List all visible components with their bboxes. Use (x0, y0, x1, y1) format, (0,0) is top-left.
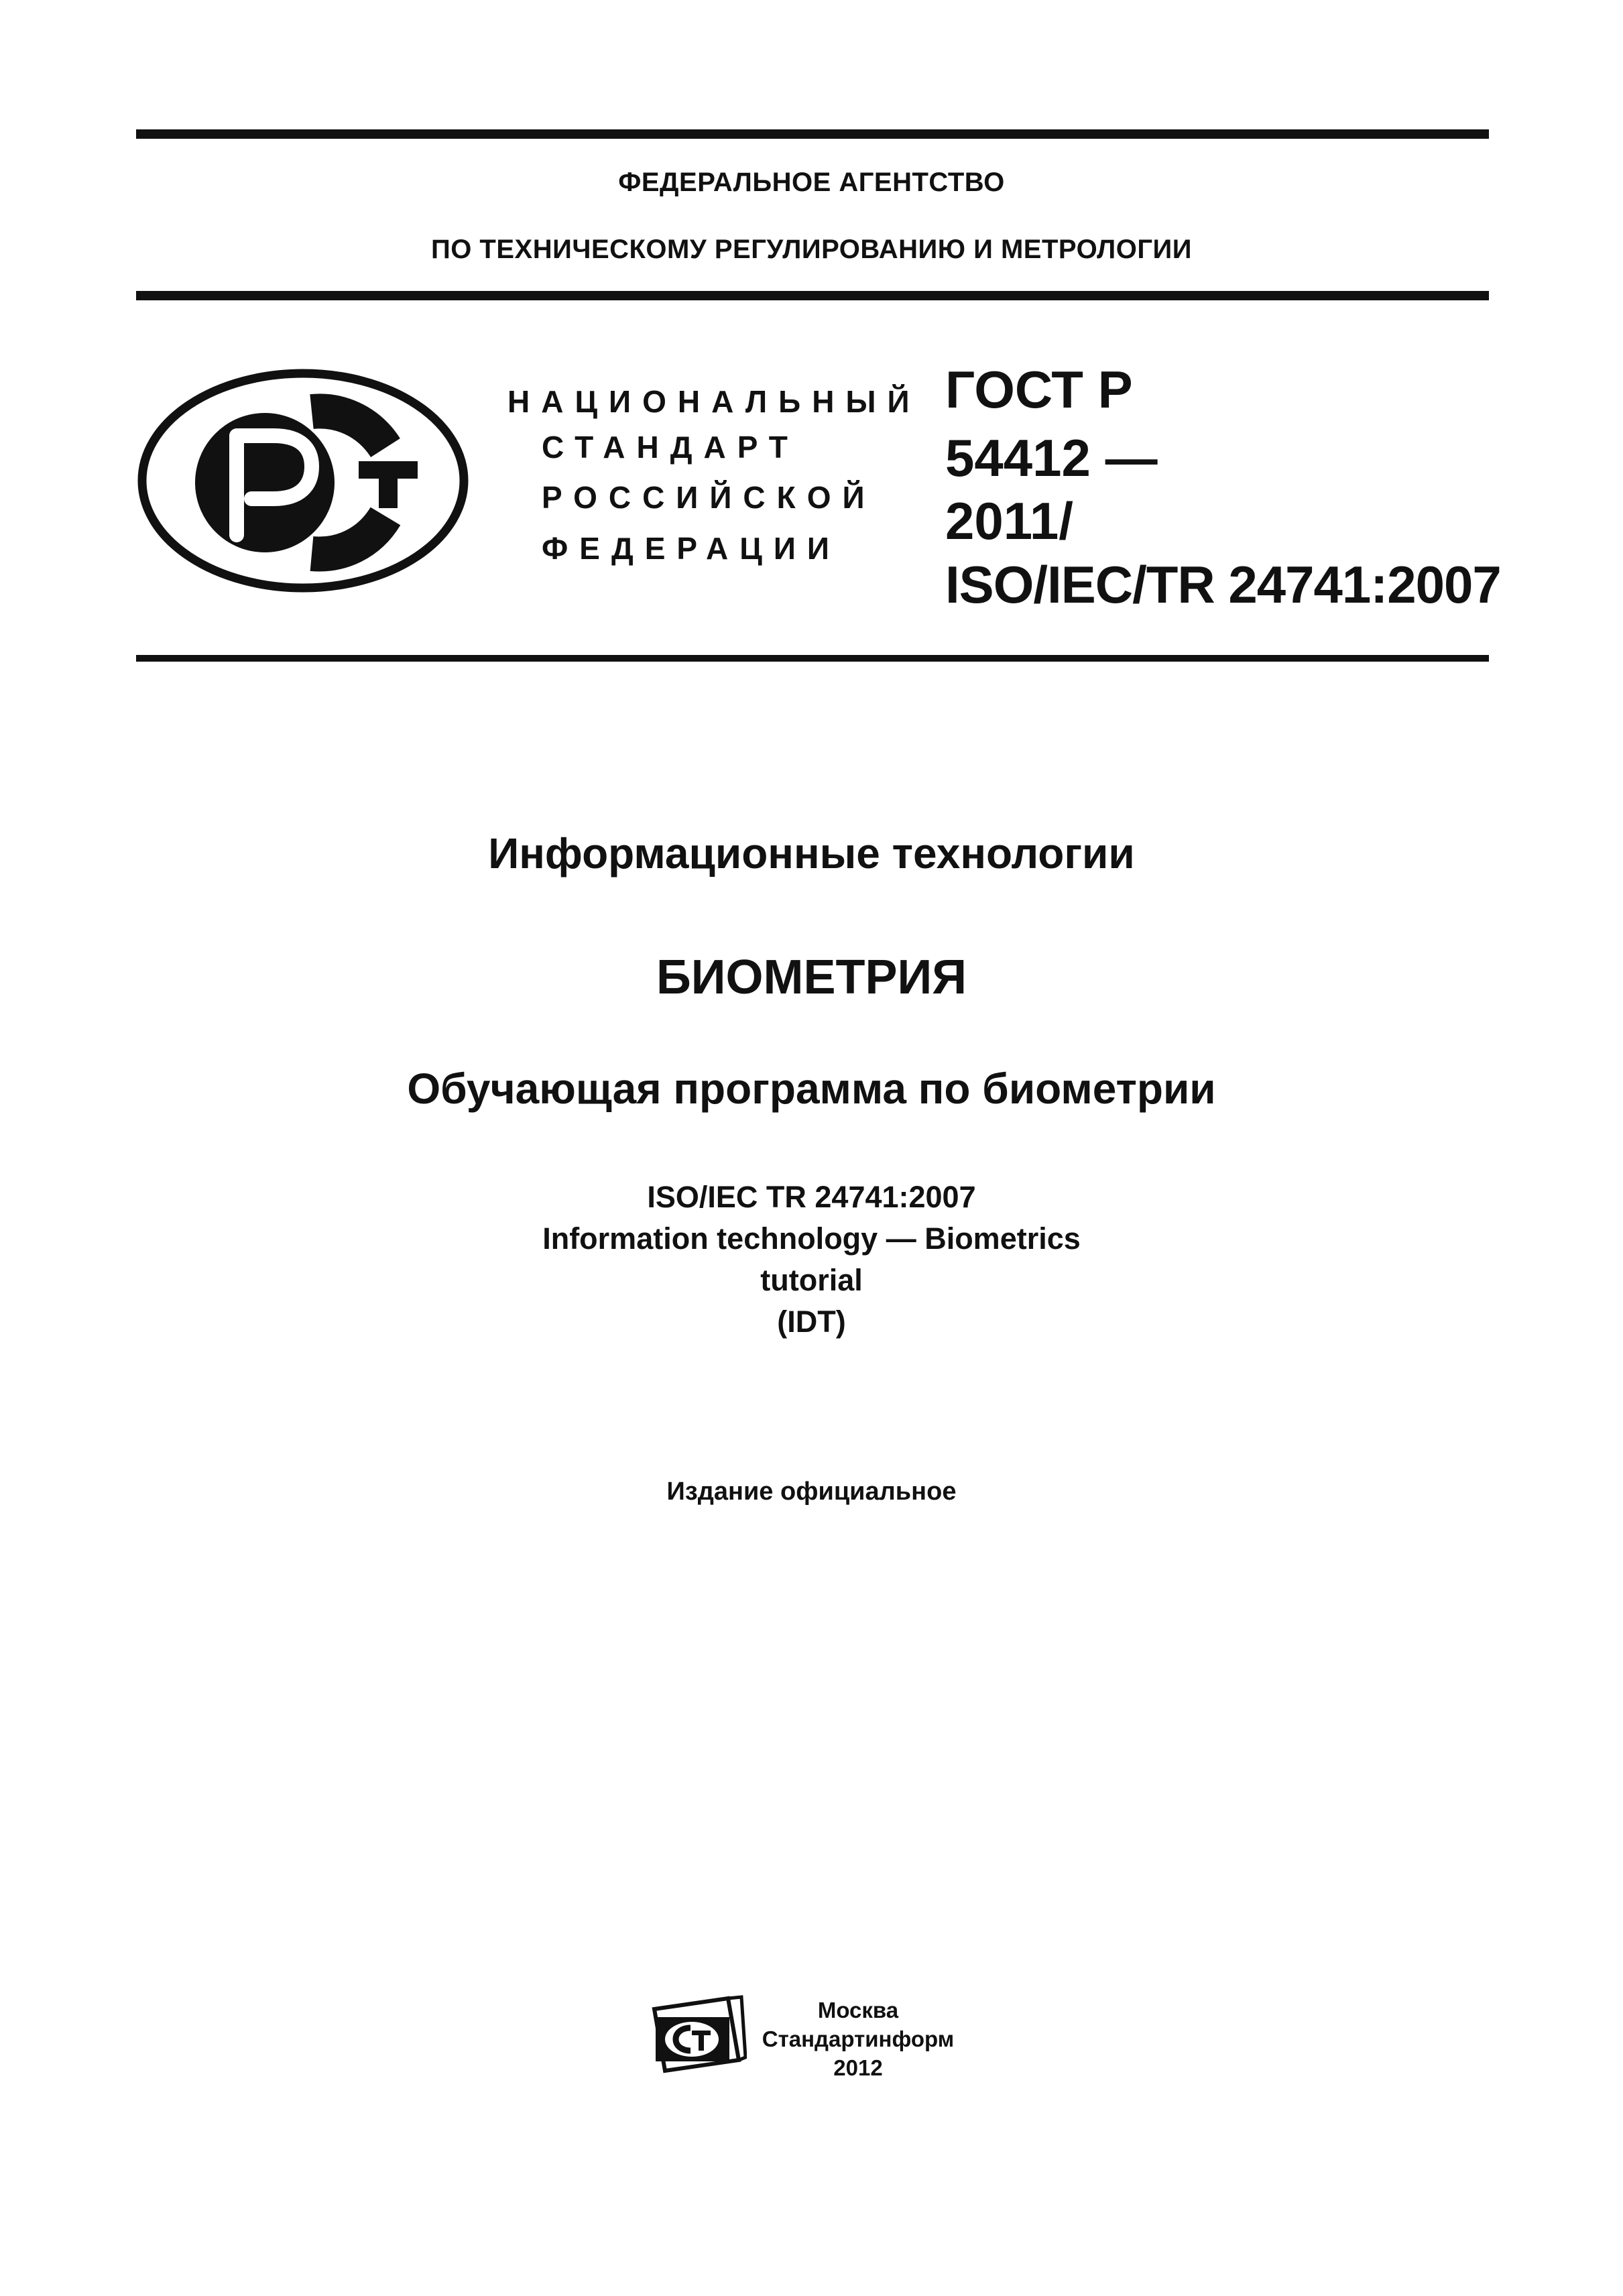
publisher-city: Москва (817, 1998, 899, 2022)
english-designation-line-3: tutorial (760, 1263, 863, 1297)
standartinform-logo-icon (649, 1994, 747, 2075)
top-divider (136, 129, 1489, 139)
gost-code-line-2: 54412 — (945, 428, 1158, 487)
document-title: Информационные технологии (488, 829, 1135, 878)
standard-block-divider (136, 655, 1489, 662)
rst-emblem-icon (136, 367, 470, 594)
publisher-name: Стандартинформ (762, 2027, 955, 2051)
gost-code-line-4: ISO/IEC/TR 24741:2007 (945, 555, 1501, 614)
national-standard-line-2: СТАНДАРТ (542, 430, 799, 465)
english-designation-line-4: (IDT) (777, 1305, 846, 1339)
national-standard-line-1: НАЦИОНАЛЬНЫЙ (507, 384, 921, 419)
edition-label: Издание официальное (666, 1477, 957, 1506)
national-standard-line-4: ФЕДЕРАЦИИ (542, 531, 841, 566)
english-designation-line-2: Information technology — Biometrics (542, 1221, 1081, 1256)
agency-name-line-1: ФЕДЕРАЛЬНОЕ АГЕНТСТВО (618, 168, 1005, 197)
agency-name-line-2: ПО ТЕХНИЧЕСКОМУ РЕГУЛИРОВАНИЮ И МЕТРОЛОГИИ (430, 235, 1193, 264)
national-standard-line-3: РОССИЙСКОЙ (542, 480, 876, 515)
document-subject: Обучающая программа по биометрии (407, 1065, 1216, 1113)
publication-year: 2012 (833, 2055, 883, 2080)
gost-code-line-1: ГОСТ Р (945, 360, 1133, 419)
gost-code-line-3: 2011/ (945, 491, 1073, 550)
english-designation-line-1: ISO/IEC TR 24741:2007 (647, 1180, 976, 1214)
document-subtitle: БИОМЕТРИЯ (656, 951, 967, 1004)
header-divider (136, 291, 1489, 300)
